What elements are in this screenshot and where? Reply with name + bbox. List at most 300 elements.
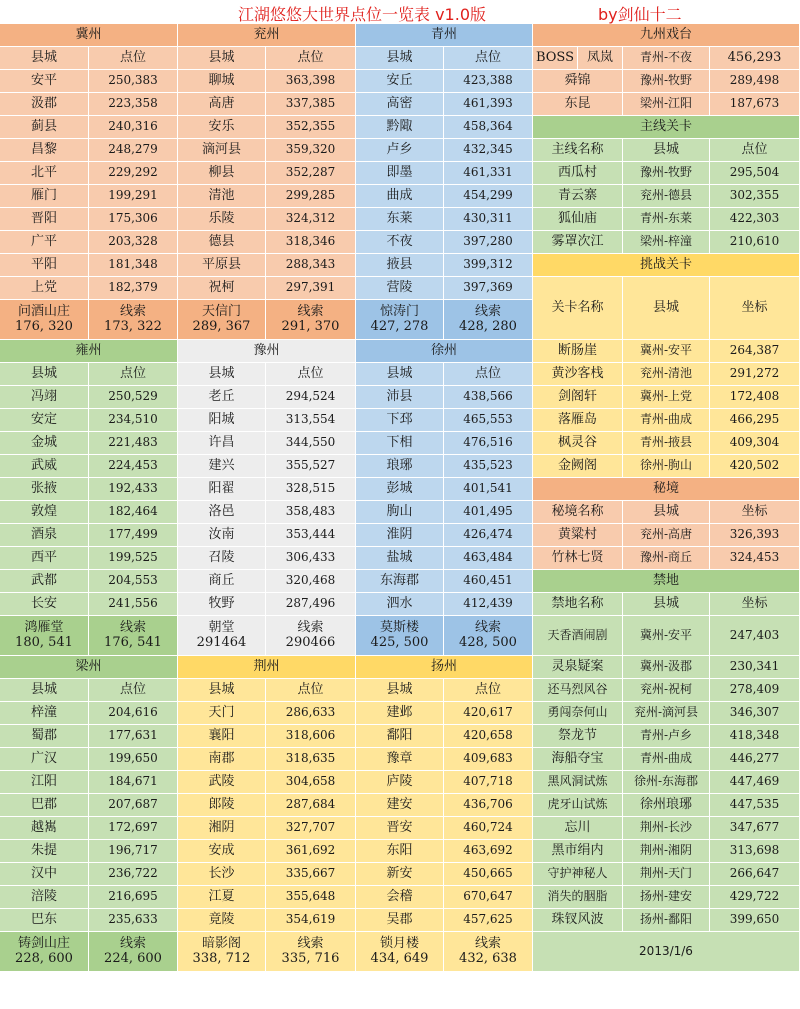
cell-coordinates: 290466 [285,634,336,650]
table-cell: 豫章 [356,748,444,771]
table-cell: 越嶲 [0,817,89,840]
table-cell: 466,295 [710,409,800,432]
table-cell: 234,510 [89,409,178,432]
table-cell: 牧野 [178,593,266,616]
table-cell: 建安 [356,794,444,817]
table-cell: 汝南 [178,524,266,547]
table-cell: 235,633 [89,909,178,932]
table-cell: 主线名称 [533,139,623,162]
table-cell: 狐仙庙 [533,208,623,231]
table-cell: 313,698 [710,840,800,863]
table-cell: 436,706 [444,794,533,817]
table-cell: 坐标 [710,501,800,524]
cell-label: 线索 [119,936,146,952]
table-cell: 192,433 [89,478,178,501]
table-cell: 353,444 [266,524,356,547]
table-cell: 冀州-安平 [623,340,710,363]
table-cell: 250,529 [89,386,178,409]
table-cell: 302,355 [710,185,800,208]
table-cell: 点位 [89,47,178,70]
table-cell: 318,606 [266,725,356,748]
table-cell [178,932,266,972]
table-cell: 326,393 [710,524,800,547]
table-cell [89,932,178,972]
cell-label: 问酒山庄 [17,304,70,320]
cell-label: 线索 [474,936,501,952]
table-cell: 酒泉 [0,524,89,547]
table-cell: 450,665 [444,863,533,886]
table-cell: 守护神秘人 [533,863,623,886]
table-cell: 青州-曲成 [623,748,710,771]
table-cell: 阳城 [178,409,266,432]
table-cell: 安成 [178,840,266,863]
table-cell: 建兴 [178,455,266,478]
table-cell: 荆州-天门 [623,863,710,886]
table-cell: 361,692 [266,840,356,863]
header-jizhou: 冀州 [0,24,178,47]
table-cell: 襄阳 [178,725,266,748]
table-cell: 坐标 [710,277,800,340]
cell-coordinates: 338, 712 [192,950,251,966]
table-cell: 灵泉疑案 [533,656,623,679]
table-cell: 420,658 [444,725,533,748]
table-cell: 黄粱村 [533,524,623,547]
table-cell: 青州-东莱 [623,208,710,231]
table-cell: 县城 [623,277,710,340]
table-cell: 黄沙客栈 [533,363,623,386]
sheet-title [0,0,800,24]
table-cell [178,300,266,340]
table-cell: 安丘 [356,70,444,93]
table-cell: 401,541 [444,478,533,501]
table-cell: 457,625 [444,909,533,932]
table-cell: 328,515 [266,478,356,501]
table-cell: 徐州琅琊 [623,794,710,817]
cell-coordinates: 180, 541 [15,634,73,650]
table-cell: 冀州-安平 [623,616,710,656]
table-cell: 407,718 [444,771,533,794]
table-cell: 399,650 [710,909,800,932]
table-cell: 汲郡 [0,93,89,116]
table-cell: 409,304 [710,432,800,455]
table-cell: 梓潼 [0,702,89,725]
table-cell: 晋阳 [0,208,89,231]
table-cell [266,932,356,972]
table-cell: 沛县 [356,386,444,409]
table-cell: 海船夺宝 [533,748,623,771]
table-cell: 湘阴 [178,817,266,840]
table-cell: 徐州-东海郡 [623,771,710,794]
table-cell: 304,658 [266,771,356,794]
table-cell [178,616,266,656]
table-cell: 张掖 [0,478,89,501]
table-cell: 黑风洞试炼 [533,771,623,794]
table-cell: 虎牙山试炼 [533,794,623,817]
table-cell: 430,311 [444,208,533,231]
table-cell: 天香酒闹剧 [533,616,623,656]
table-cell: 豫州-牧野 [623,162,710,185]
table-cell: 327,707 [266,817,356,840]
table-cell: 青州-不夜 [623,47,710,70]
table-cell: 不夜 [356,231,444,254]
table-cell: 许昌 [178,432,266,455]
table-cell: 337,385 [266,93,356,116]
table-cell: 182,464 [89,501,178,524]
cell-coordinates: 289, 367 [192,318,251,334]
table-cell: 梁州-江阳 [623,93,710,116]
table-cell: 181,348 [89,254,178,277]
table-cell: 363,398 [266,70,356,93]
table-cell: 武陵 [178,771,266,794]
table-cell: 199,291 [89,185,178,208]
table-cell: 勇闯奈何山 [533,702,623,725]
cell-label: 莫斯楼 [379,620,419,636]
table-cell: 264,387 [710,340,800,363]
table-cell: 兖州-祝柯 [623,679,710,702]
table-cell: 郎陵 [178,794,266,817]
cell-coordinates: 176, 320 [15,318,73,334]
table-cell: 461,393 [444,93,533,116]
table-cell: 长沙 [178,863,266,886]
table-cell: 泗水 [356,593,444,616]
header-jingzhou: 荆州 [178,656,356,679]
table-cell: 豫州-牧野 [623,70,710,93]
table-cell: 平原县 [178,254,266,277]
table-cell: 352,287 [266,162,356,185]
table-cell: 199,650 [89,748,178,771]
table-cell: 黑市绢内 [533,840,623,863]
table-cell: 409,683 [444,748,533,771]
table-cell: 313,554 [266,409,356,432]
table-cell: 吴郡 [356,909,444,932]
table-cell: 359,320 [266,139,356,162]
header-jiuzhou-xitai: 九州戏台 [533,24,800,47]
header-tiaozhan: 挑战关卡 [533,254,800,277]
table-cell: 203,328 [89,231,178,254]
table-cell: 高密 [356,93,444,116]
table-cell: 346,307 [710,702,800,725]
table-cell: 447,535 [710,794,800,817]
table-cell: 晋安 [356,817,444,840]
table-cell: 珠钗风波 [533,909,623,932]
table-cell: 落雁岛 [533,409,623,432]
table-cell: 点位 [266,679,356,702]
cell-label: 线索 [297,936,324,952]
table-cell: 淮阴 [356,524,444,547]
table-cell: 236,722 [89,863,178,886]
table-cell: 广汉 [0,748,89,771]
table-cell: 358,483 [266,501,356,524]
table-cell: 枫灵谷 [533,432,623,455]
table-cell: 江阳 [0,771,89,794]
table-cell: 204,616 [89,702,178,725]
table-cell: 223,358 [89,93,178,116]
table-cell: 266,647 [710,863,800,886]
table-cell: 288,343 [266,254,356,277]
table-cell: 金城 [0,432,89,455]
table-cell: 447,469 [710,771,800,794]
table-cell: 还马烈风谷 [533,679,623,702]
table-cell: 下相 [356,432,444,455]
table-cell: 县城 [623,139,710,162]
table-cell: 县城 [178,679,266,702]
table-cell: 422,303 [710,208,800,231]
table-cell: 463,692 [444,840,533,863]
table-cell: 县城 [178,363,266,386]
table-cell: 县城 [0,363,89,386]
table-cell: 172,408 [710,386,800,409]
cell-label: 朝堂 [208,620,235,636]
table-cell: 竹林七贤 [533,547,623,570]
table-cell: 巴郡 [0,794,89,817]
header-mijing: 秘境 [533,478,800,501]
table-cell: 断肠崖 [533,340,623,363]
table-cell: 秘境名称 [533,501,623,524]
table-cell: 东阳 [356,840,444,863]
cell-label: 暗影阁 [201,936,241,952]
table-cell: 355,527 [266,455,356,478]
header-jindi: 禁地 [533,570,800,593]
table-cell: 210,610 [710,231,800,254]
table-cell: 县城 [0,679,89,702]
table-cell: 朱提 [0,840,89,863]
table-cell: 会稽 [356,886,444,909]
cell-coordinates: 173, 322 [104,318,162,334]
table-cell: 点位 [444,679,533,702]
table-cell: 上党 [0,277,89,300]
table-cell [89,616,178,656]
table-cell: 凤岚 [578,47,623,70]
table-cell: 关卡名称 [533,277,623,340]
table-cell: 曲成 [356,185,444,208]
table-cell: 199,525 [89,547,178,570]
table-cell: 竟陵 [178,909,266,932]
table-cell: 670,647 [444,886,533,909]
header-liangzhou: 梁州 [0,656,178,679]
table-cell: 318,346 [266,231,356,254]
table-cell: 青云寨 [533,185,623,208]
table-cell: 297,391 [266,277,356,300]
table-cell: 县城 [178,47,266,70]
table-cell: 召陵 [178,547,266,570]
table-cell: 巴东 [0,909,89,932]
table-cell: 广平 [0,231,89,254]
table-cell: 465,553 [444,409,533,432]
header-zhuxian: 主线关卡 [533,116,800,139]
table-cell: 青州-掖县 [623,432,710,455]
table-cell [356,616,444,656]
table-cell: 琅琊 [356,455,444,478]
table-cell: 兖州-滴河县 [623,702,710,725]
table-cell: 335,667 [266,863,356,886]
table-cell: 点位 [444,363,533,386]
table-cell [266,616,356,656]
table-cell: 294,524 [266,386,356,409]
table-cell: 消失的胭脂 [533,886,623,909]
table-cell: 点位 [266,363,356,386]
table-cell: 429,722 [710,886,800,909]
table-cell: 昌黎 [0,139,89,162]
cell-label: 线索 [297,620,324,636]
table-cell: 250,383 [89,70,178,93]
table-cell: 412,439 [444,593,533,616]
table-cell: 新安 [356,863,444,886]
cell-coordinates: 428, 500 [459,634,517,650]
table-cell: 点位 [89,679,178,702]
cell-label: 线索 [474,304,501,320]
table-cell: 229,292 [89,162,178,185]
table-cell: 418,348 [710,725,800,748]
table-cell: 291,272 [710,363,800,386]
table-cell: 399,312 [444,254,533,277]
cell-label: 线索 [119,304,146,320]
table-cell: 324,453 [710,547,800,570]
table-cell: 点位 [710,139,800,162]
table-cell: 商丘 [178,570,266,593]
table-cell: 蓟县 [0,116,89,139]
header-yangzhou: 扬州 [356,656,533,679]
table-cell: 兖州-高唐 [623,524,710,547]
table-cell: 397,369 [444,277,533,300]
table-cell: 冯翊 [0,386,89,409]
table-cell: 458,364 [444,116,533,139]
table-cell: 长安 [0,593,89,616]
table-cell [444,932,533,972]
table-cell: 老丘 [178,386,266,409]
table-cell: 聊城 [178,70,266,93]
table-cell: 兖州-德县 [623,185,710,208]
table-cell: 东莱 [356,208,444,231]
table-cell: 207,687 [89,794,178,817]
table-cell: 即墨 [356,162,444,185]
table-cell: 庐陵 [356,771,444,794]
table-cell: 平阳 [0,254,89,277]
table-cell: 江夏 [178,886,266,909]
table-cell: 401,495 [444,501,533,524]
table-cell: 卢乡 [356,139,444,162]
table-cell [89,300,178,340]
table-cell: 荆州-长沙 [623,817,710,840]
table-cell: 安乐 [178,116,266,139]
cell-coordinates: 291, 370 [281,318,340,334]
table-cell: 216,695 [89,886,178,909]
cell-coordinates: 434, 649 [370,950,429,966]
table-cell: 241,556 [89,593,178,616]
table-cell: 舜锦 [533,70,623,93]
cell-label: 天信门 [201,304,241,320]
table-cell: 建邺 [356,702,444,725]
table-cell: 汉中 [0,863,89,886]
cell-label: 线索 [297,304,324,320]
table-cell: 463,484 [444,547,533,570]
table-cell: 县城 [623,593,710,616]
cell-coordinates: 291464 [196,634,247,650]
table-cell: 295,504 [710,162,800,185]
table-cell: 柳县 [178,162,266,185]
table-cell: 下邳 [356,409,444,432]
table-cell: 天门 [178,702,266,725]
table-cell: 432,345 [444,139,533,162]
table-cell: 230,341 [710,656,800,679]
table-cell: 175,306 [89,208,178,231]
table-cell: 438,566 [444,386,533,409]
table-cell: 420,617 [444,702,533,725]
table-cell: BOSS [533,47,578,70]
table-cell: 324,312 [266,208,356,231]
table-cell: 武都 [0,570,89,593]
table-cell: 安定 [0,409,89,432]
table-cell: 352,355 [266,116,356,139]
table-cell: 287,496 [266,593,356,616]
table-cell: 梁州-梓潼 [623,231,710,254]
table-cell: 435,523 [444,455,533,478]
table-cell: 点位 [89,363,178,386]
table-cell: 营陵 [356,277,444,300]
table-cell: 172,697 [89,817,178,840]
table-cell: 177,631 [89,725,178,748]
table-cell [0,616,89,656]
cell-coordinates: 432, 638 [459,950,517,966]
table-cell: 洛邑 [178,501,266,524]
table-cell: 黔陬 [356,116,444,139]
table-cell: 454,299 [444,185,533,208]
table-cell: 187,673 [710,93,800,116]
table-cell: 坐标 [710,593,800,616]
table-cell [0,300,89,340]
cell-coordinates: 224, 600 [104,950,162,966]
header-qingzhou: 青州 [356,24,533,47]
table-cell: 461,331 [444,162,533,185]
table-cell: 阳翟 [178,478,266,501]
coordinate-table [0,24,800,1009]
table-cell: 224,453 [89,455,178,478]
table-cell: 德县 [178,231,266,254]
header-yanzhou: 兖州 [178,24,356,47]
table-cell: 武威 [0,455,89,478]
table-cell [444,300,533,340]
table-cell: 兖州-清池 [623,363,710,386]
table-cell: 289,498 [710,70,800,93]
table-cell: 476,516 [444,432,533,455]
table-cell: 420,502 [710,455,800,478]
table-cell: 朐山 [356,501,444,524]
table-cell: 蜀郡 [0,725,89,748]
table-cell: 397,280 [444,231,533,254]
cell-label: 线索 [119,620,146,636]
table-cell: 高唐 [178,93,266,116]
table-cell: 196,717 [89,840,178,863]
cell-coordinates: 176, 541 [104,634,162,650]
table-cell: 剑阁轩 [533,386,623,409]
table-cell: 县城 [623,501,710,524]
table-cell: 掖县 [356,254,444,277]
table-cell [266,300,356,340]
table-cell [356,300,444,340]
table-cell: 278,409 [710,679,800,702]
table-cell: 金阙阁 [533,455,623,478]
table-cell: 祝柯 [178,277,266,300]
table-cell: 鄱阳 [356,725,444,748]
cell-coordinates: 428, 280 [459,318,517,334]
header-xuzhou: 徐州 [356,340,533,363]
table-cell: 县城 [356,47,444,70]
table-cell: 乐陵 [178,208,266,231]
table-cell: 滴河县 [178,139,266,162]
cell-label: 线索 [474,620,501,636]
table-cell: 423,388 [444,70,533,93]
table-cell: 460,451 [444,570,533,593]
table-cell: 西平 [0,547,89,570]
